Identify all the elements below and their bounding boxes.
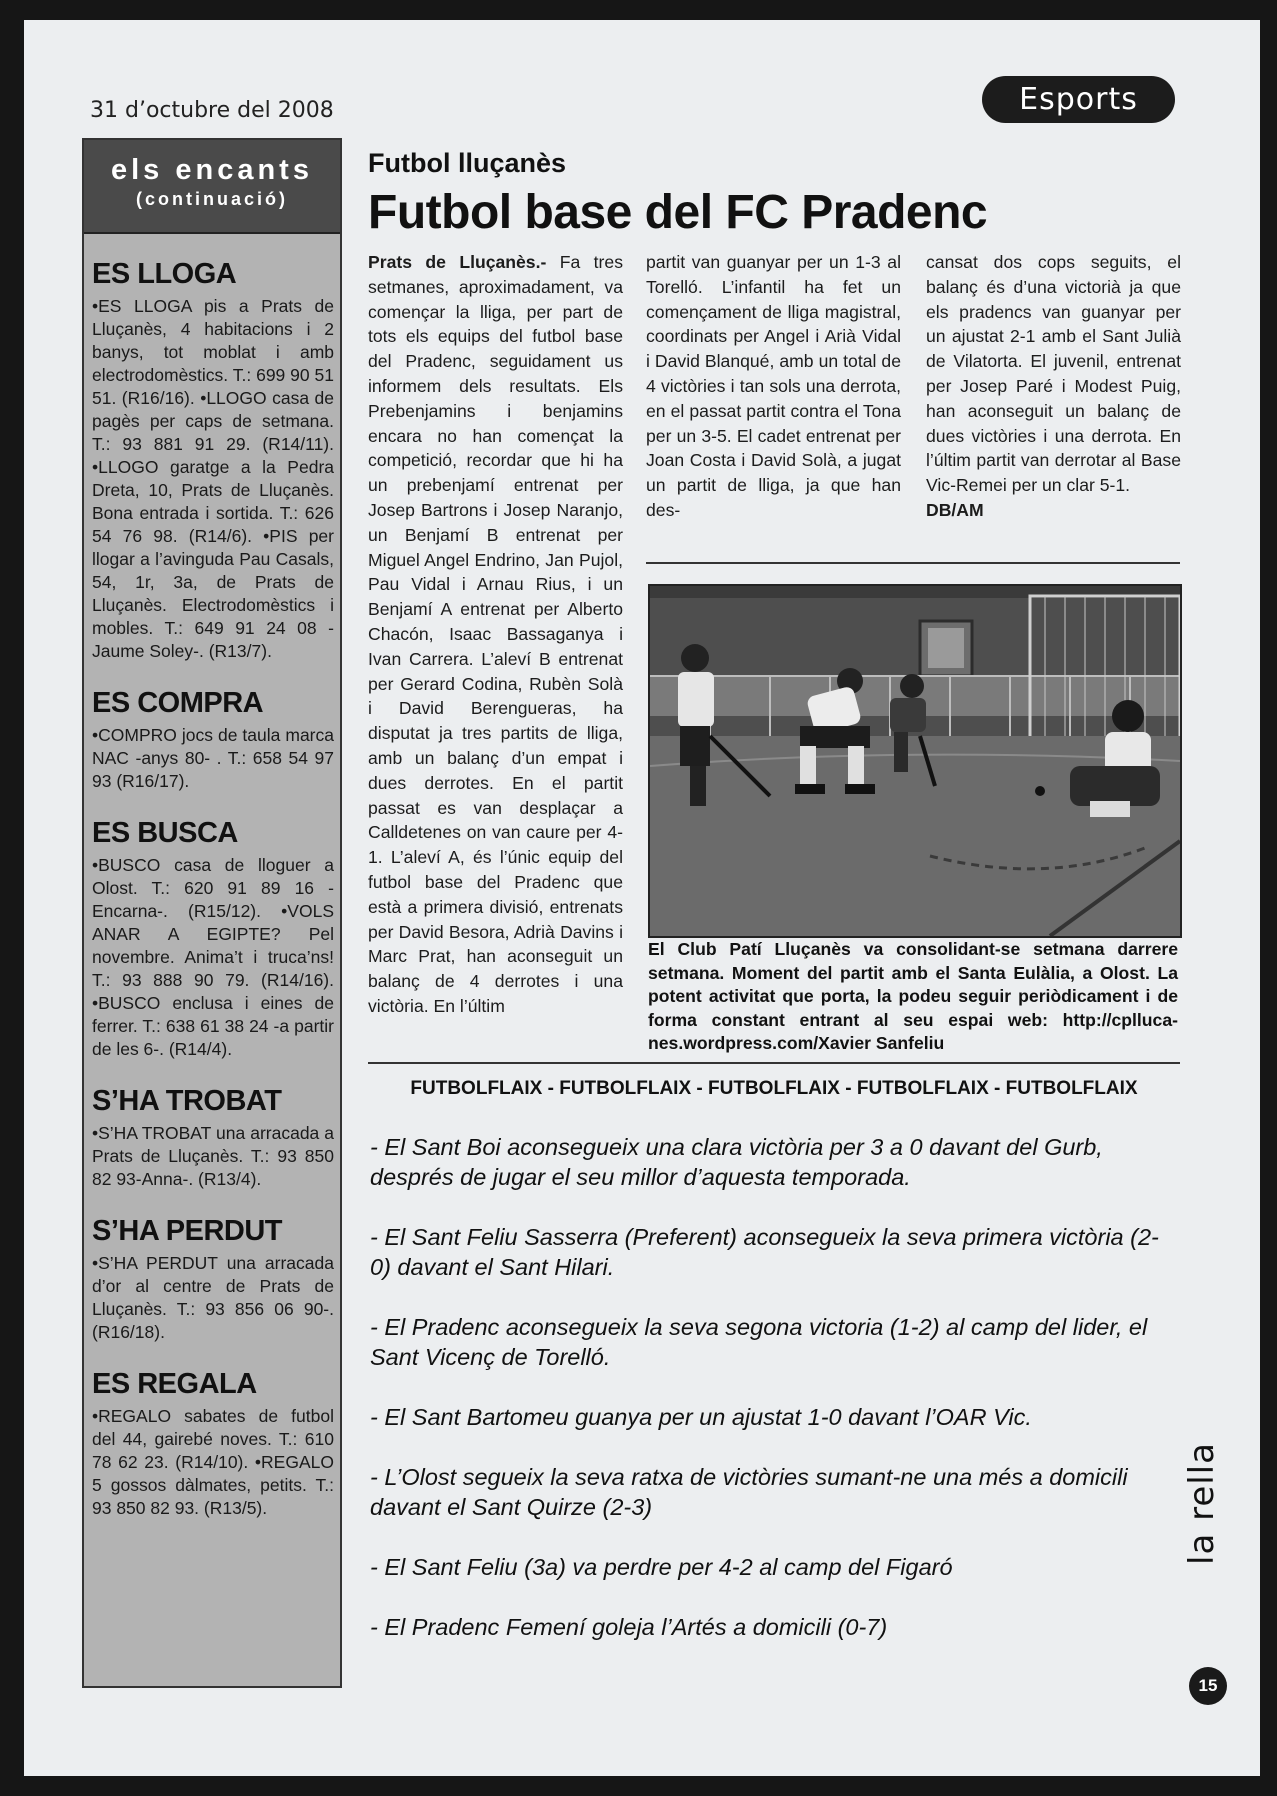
article-byline: DB/AM xyxy=(926,499,984,520)
futbolflaix-list xyxy=(370,1132,1170,1672)
category-heading: ES BUSCA xyxy=(92,817,238,849)
classifieds-subtitle: (continuació) xyxy=(136,189,288,209)
classifieds-sidebar xyxy=(82,138,342,1688)
category-heading: ES REGALA xyxy=(92,1368,257,1400)
futbolflaix-item: - El Pradenc Femení goleja l’Artés a domicili (0-7) xyxy=(370,1614,888,1640)
classifieds-title: els encants xyxy=(111,154,313,186)
article-body-3: cansat dos cops seguits, el balanç és d’una victorià ja que els pradencs van guanyar per un ajustat 2-1 amb el Sant Julià de Vilatorta. El juvenil, entrenat per Josep Paré i Modest Puig, han aconseguit un balanç de dues victòries i una derrota. En l’últim partit van derrotar al Base Vic-Remei per un clar 5-1. xyxy=(926,252,1181,496)
category-heading: ES LLOGA xyxy=(92,258,237,290)
photo-credit: Xavier Sanfeliu xyxy=(818,1033,945,1053)
futbolflaix-item: - L’Olost segueix la seva ratxa de victòries sumant-ne una més a domicili davant el Sant Quirze (2-3) xyxy=(370,1464,1128,1520)
category-es-regala xyxy=(84,1368,340,1520)
article-headline: Futbol base del FC Pradenc xyxy=(368,186,988,239)
futbolflaix-item: - El Sant Bartomeu guanya per un ajustat 1-0 davant l’OAR Vic. xyxy=(370,1404,1032,1430)
category-text: •S’HA PERDUT una arracada d’or al centre de Prats de Lluçanès. T.: 93 856 06 90-. (R16/18). xyxy=(92,1253,334,1342)
article-column-2 xyxy=(646,250,901,523)
page-number: 15 xyxy=(1189,1667,1227,1705)
issue-date: 31 d’octubre del 2008 xyxy=(90,98,334,123)
category-heading: S’HA PERDUT xyxy=(92,1215,282,1247)
section-divider xyxy=(368,1062,1180,1064)
futbolflaix-item: - El Sant Feliu (3a) va perdre per 4-2 al camp del Figaró xyxy=(370,1554,953,1580)
category-heading: ES COMPRA xyxy=(92,687,264,719)
article-body-1: Fa tres setmanes, aproximadament, va començar la lliga, per part de tots els equips del futbol base del Pradenc, seguidament us informem dels resultats. Els Prebenjamins i benjamins encara no han començat la competició, recordar que hi ha un prebenjamí entrenat per Josep Bartrons i Josep Naranjo, un Benjamí B entrenat per Miguel Angel Endrino, Jan Pujol, Pau Vidal i Arnau Rius, i un Benjamí A entrenat per Alberto Chacón, Isaac Bassaganya i Ivan Carrera. L’aleví B entrenat per Gerard Codina, Rubèn Solà i David Berengueras, ha disputat ja tres partits de lliga, amb un balanç d’un empat i dues derrotes. En el partit passat es van desplaçar a Calldetenes on van caure per 4-1. L’aleví A, és l’únic equip del futbol base del Pradenc que està a primera divisió, entrenats per David Besora, Adrià Davins i Marc Prat, han aconseguit un balanç de 4 derrotes i una victòria. En l’últim xyxy=(368,252,623,1016)
article-column-3 xyxy=(926,250,1181,523)
hockey-photo-illustration xyxy=(650,586,1180,936)
category-text: •BUSCO casa de lloguer a Olost. T.: 620 91 89 16 -Encarna-. (R15/12). •VOLS ANAR A EGIPTE? Pel novembre. Anima’t i truca’ns! T.: 93 888 90 79. (R14/16). •BUSCO enclusa i eines de ferrer. T.: 638 61 38 24 -a partir de les 6-. (R14/4). xyxy=(92,855,334,1059)
column-divider xyxy=(646,562,1180,564)
category-text: •ES LLOGA pis a Prats de Lluçanès, 4 habitacions i 2 banys, tot moblat i amb electrodomèstics. T.: 699 90 51 51. (R16/16). •LLOGO casa de pagès per caps de setmana. T.: 93 881 91 29. (R14/11). •LLOGO garatge a la Pedra Dreta, 10, Prats de Lluçanès. Bona entrada i sortida. T.: 626 54 76 98. (R14/6). •PIS per llogar a l’avinguda Pau Casals, 54, 1r, 3a, de Prats de Lluçanès. Electrodomèstics i mobles. T.: 649 91 24 08 -Jaume Soley-. (R13/7). xyxy=(92,296,334,661)
futbolflaix-item: - El Sant Feliu Sasserra (Preferent) aconsegueix la seva primera victòria (2-0) davant el Sant Hilari. xyxy=(370,1224,1159,1280)
classifieds-header xyxy=(84,140,340,234)
article-body-2: partit van guanyar per un 1-3 al Torelló. L’infantil ha fet un començament de lliga magistral, coordinats per Angel i Arià Vidal i David Blanqué, amb un total de 4 victòries i tan sols una derrota, en el passat partit contra el Tona per un 3-5. El cadet entrenat per Joan Costa i David Solà, a jugat un partit de lliga, ja que han des- xyxy=(646,252,901,520)
hockey-photo xyxy=(648,584,1182,938)
photo-caption-text: El Club Patí Lluçanès va consolidant-se setmana darrere setmana. Moment del partit amb el Santa Eulàlia, a Olost. La potent activitat que porta, la podeu seguir periòdicament i de forma constant entrant al seu espai web: http://cpllucanes.wordpress.com/ xyxy=(648,939,1178,1053)
futbolflaix-item: - El Sant Boi aconsegueix una clara victòria per 3 a 0 davant del Gurb, després de jugar el seu millor d’aquesta temporada. xyxy=(370,1134,1103,1190)
category-es-lloga xyxy=(84,258,340,663)
article-dateline: Prats de Lluçanès.- xyxy=(368,252,547,272)
category-text: •REGALO sabates de futbol del 44, gairebé noves. T.: 610 78 62 23. (R14/10). •REGALO 5 gossos dàlmates, petits. T.: 93 850 82 93. (R13/5). xyxy=(92,1406,334,1518)
category-text: •S’HA TROBAT una arracada a Prats de Lluçanès. T.: 93 850 82 93-Anna-. (R13/4). xyxy=(92,1123,334,1189)
category-text: •COMPRO jocs de taula marca NAC -anys 80- . T.: 658 54 97 93 (R16/17). xyxy=(92,725,334,791)
futbolflaix-item: - El Pradenc aconsegueix la seva segona victoria (1-2) al camp del lider, el Sant Vicenç de Torelló. xyxy=(370,1314,1148,1370)
category-es-busca xyxy=(84,817,340,1061)
article-column-1 xyxy=(368,250,623,1019)
category-sha-perdut xyxy=(84,1215,340,1344)
section-label: Esports xyxy=(982,76,1175,123)
futbolflaix-title: FUTBOLFLAIX - FUTBOLFLAIX - FUTBOLFLAIX - FUTBOLFLAIX - FUTBOLFLAIX xyxy=(410,1078,1138,1099)
category-heading: S’HA TROBAT xyxy=(92,1085,282,1117)
category-es-compra xyxy=(84,687,340,793)
article-kicker: Futbol lluçanès xyxy=(368,148,567,178)
newspaper-page xyxy=(24,20,1260,1776)
category-sha-trobat xyxy=(84,1085,340,1191)
magazine-name: la rella xyxy=(1182,1442,1222,1565)
photo-caption xyxy=(648,938,1178,1056)
